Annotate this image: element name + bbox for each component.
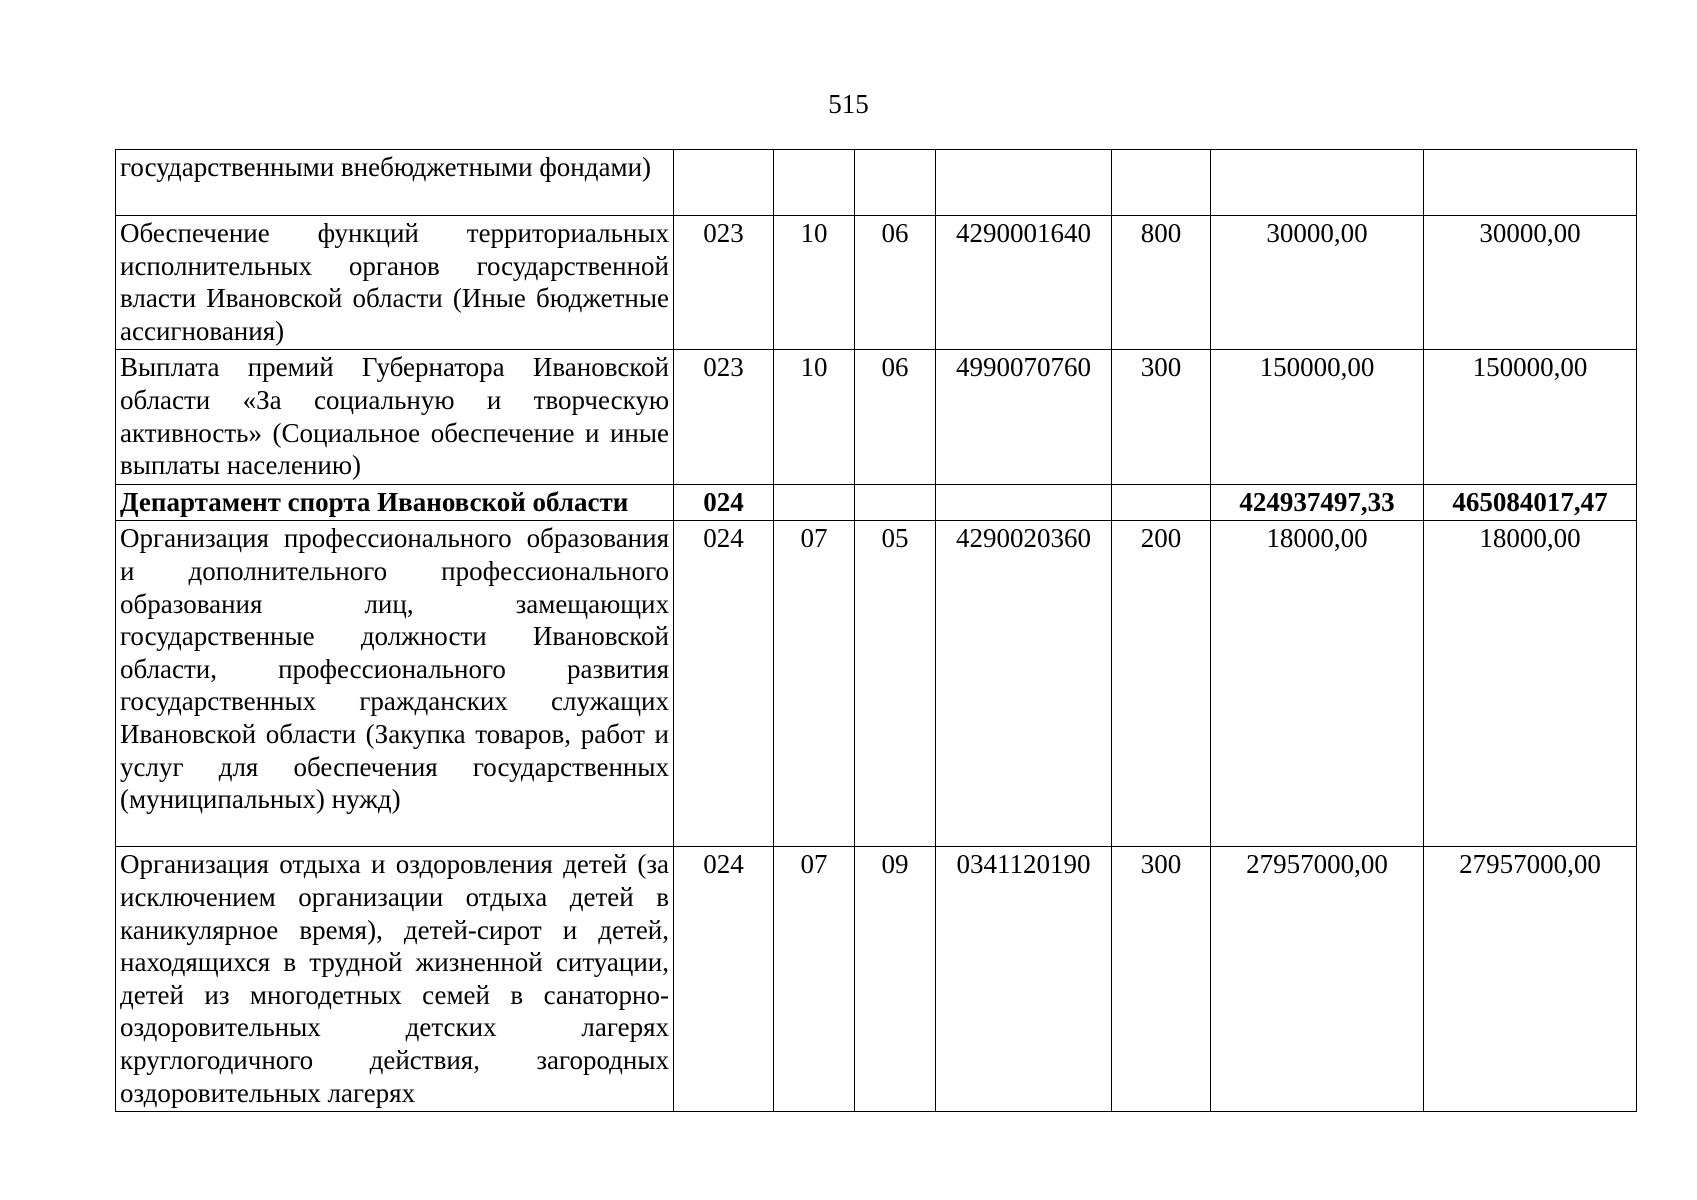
row-gr-code — [674, 150, 774, 216]
row-description: Организация профессионального образования и дополнительного профессионального образования лиц, замещающих государственные должности Ивановской области, профессионального развития государственных гражданских служащих Ивановской области (Закупка товаров, работ и услуг для обеспечения государственных (муниципальных) нужд) — [116, 521, 674, 847]
row-rz-code: 07 — [774, 521, 855, 847]
row-pr-code: 05 — [855, 521, 936, 847]
row-vr-code — [1112, 150, 1211, 216]
budget-table — [115, 149, 1637, 1112]
row-pr-code — [855, 484, 936, 521]
row-vr-code: 800 — [1112, 216, 1211, 350]
table-row — [116, 216, 1637, 350]
row-pr-code: 06 — [855, 216, 936, 350]
row-csr-code: 4290001640 — [936, 216, 1112, 350]
row-pr-code: 06 — [855, 350, 936, 484]
row-sum-1 — [1211, 150, 1424, 216]
row-csr-code: 4290020360 — [936, 521, 1112, 847]
table-row — [116, 350, 1637, 484]
row-csr-code — [936, 150, 1112, 216]
row-csr-code: 0341120190 — [936, 847, 1112, 1112]
row-description: государственными внебюджетными фондами) — [116, 150, 674, 216]
row-pr-code: 09 — [855, 847, 936, 1112]
row-description: Организация отдыха и оздоровления детей (за исключением организации отдыха детей в каникулярное время), детей-сирот и детей, находящихся в трудной жизненной ситуации, детей из многодетных семей в санаторно-оздоровительных детских лагерях круглогодичного действия, загородных оздоровительных лагерях — [116, 847, 674, 1112]
row-gr-code: 024 — [674, 847, 774, 1112]
table-row — [116, 521, 1637, 847]
row-gr-code: 023 — [674, 350, 774, 484]
row-sum-1: 27957000,00 — [1211, 847, 1424, 1112]
row-sum-2: 30000,00 — [1424, 216, 1637, 350]
row-sum-1: 30000,00 — [1211, 216, 1424, 350]
page-number: 515 — [828, 89, 869, 119]
row-rz-code: 10 — [774, 216, 855, 350]
row-vr-code: 300 — [1112, 847, 1211, 1112]
row-sum-2: 27957000,00 — [1424, 847, 1637, 1112]
table-row — [116, 847, 1637, 1112]
row-sum-2 — [1424, 150, 1637, 216]
row-rz-code — [774, 150, 855, 216]
row-sum-2: 18000,00 — [1424, 521, 1637, 847]
row-sum-1: 424937497,33 — [1211, 484, 1424, 521]
row-csr-code: 4990070760 — [936, 350, 1112, 484]
row-vr-code: 300 — [1112, 350, 1211, 484]
table-row-department — [116, 484, 1637, 521]
row-vr-code: 200 — [1112, 521, 1211, 847]
row-csr-code — [936, 484, 1112, 521]
row-vr-code — [1112, 484, 1211, 521]
row-gr-code: 023 — [674, 216, 774, 350]
row-description: Обеспечение функций территориальных исполнительных органов государственной власти Ивановской области (Иные бюджетные ассигнования) — [116, 216, 674, 350]
row-gr-code: 024 — [674, 521, 774, 847]
row-sum-1: 18000,00 — [1211, 521, 1424, 847]
row-sum-2: 150000,00 — [1424, 350, 1637, 484]
row-sum-2: 465084017,47 — [1424, 484, 1637, 521]
row-rz-code — [774, 484, 855, 521]
row-sum-1: 150000,00 — [1211, 350, 1424, 484]
table-row — [116, 150, 1637, 216]
row-gr-code: 024 — [674, 484, 774, 521]
row-rz-code: 10 — [774, 350, 855, 484]
row-rz-code: 07 — [774, 847, 855, 1112]
row-description: Выплата премий Губернатора Ивановской области «За социальную и творческую активность» (Социальное обеспечение и иные выплаты населению) — [116, 350, 674, 484]
row-description: Департамент спорта Ивановской области — [116, 484, 674, 521]
row-pr-code — [855, 150, 936, 216]
